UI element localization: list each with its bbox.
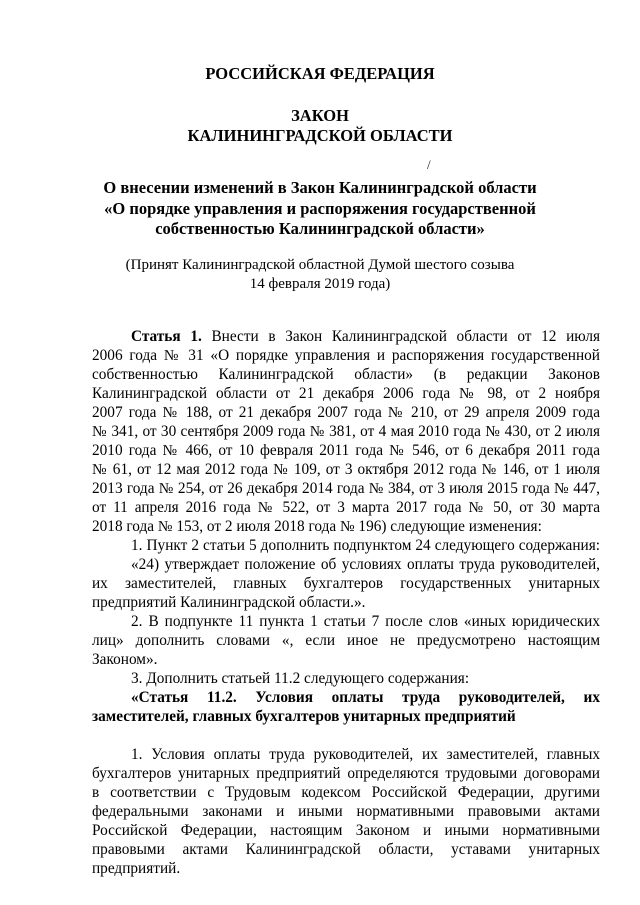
adoption-line-2: 14 февраля 2019 года) <box>249 276 391 292</box>
body-line: лиц» дополнить словами «, если иное не предусмотрено настоящим <box>92 632 600 649</box>
body-line: от 11 апреля 2016 года № 522, от 3 марта 2017 года № 50, от 30 марта <box>92 499 600 516</box>
article-label: Статья 1. <box>131 328 202 345</box>
body-line: 2. В подпункте 11 пункта 1 статьи 7 после слов «иных юридических <box>131 613 600 630</box>
body-line: 2007 года № 188, от 21 декабря 2007 года № 210, от 29 апреля 2009 года <box>92 404 600 421</box>
body-line: федеральными законами и иными нормативными правовыми актами <box>92 803 600 820</box>
article-heading-line-2: заместителей, главных бухгалтеров унитарных предприятий <box>92 708 516 725</box>
adoption-line-1: (Принят Калининградской областной Думой шестого созыва <box>125 257 515 273</box>
body-line: Калининградской области от 21 декабря 2006 года № 98, от 2 ноября <box>92 385 600 402</box>
stray-pen-mark: / <box>427 157 431 172</box>
body-line: 2006 года № 31 «О порядке управления и распоряжения государственной <box>92 347 600 364</box>
law-title-line-1: О внесении изменений в Закон Калининградской области <box>103 178 537 197</box>
article-heading-line-1: «Статья 11.2. Условия оплаты труда руководителей, их <box>131 689 600 706</box>
body-line: предприятий Калининградской области.». <box>92 594 366 611</box>
body-line: 2018 года № 153, от 2 июля 2018 года № 196) следующие изменения: <box>92 518 542 535</box>
body-line: 3. Дополнить статьей 11.2 следующего содержания: <box>131 670 470 687</box>
law-title-line-3: собственностью Калининградской области» <box>155 219 485 238</box>
body-line: 2010 года № 466, от 10 февраля 2011 года № 546, от 6 декабря 2011 года <box>92 442 600 459</box>
country-heading: РОССИЙСКАЯ ФЕДЕРАЦИЯ <box>205 64 435 83</box>
body-line: Статья 1. Внести в Закон Калининградской области от 12 июля <box>131 328 600 345</box>
law-heading: ЗАКОН <box>291 106 349 125</box>
region-heading: КАЛИНИНГРАДСКОЙ ОБЛАСТИ <box>187 126 453 145</box>
body-line: 2013 года № 254, от 26 декабря 2014 года № 384, от 3 июля 2015 года № 447, <box>92 480 600 497</box>
body-line: предприятий. <box>92 860 181 877</box>
body-line: бухгалтеров унитарных предприятий определяются трудовыми договорами <box>92 765 600 782</box>
body-line: Российской Федерации, настоящим Законом и иными нормативными <box>92 822 600 839</box>
body-line: 1. Пункт 2 статьи 5 дополнить подпунктом 24 следующего содержания: <box>131 537 600 554</box>
body-line: в соответствии с Трудовым кодексом Российской Федерации, другими <box>92 784 600 801</box>
body-line: 1. Условия оплаты труда руководителей, их заместителей, главных <box>131 746 600 763</box>
body-line: «24) утверждает положение об условиях оплаты труда руководителей, <box>131 556 600 573</box>
body-line: правовыми актами Калининградской области, уставами унитарных <box>92 841 600 858</box>
body-line: собственностью Калининградской области» (в редакции Законов <box>92 366 600 383</box>
law-title-line-2: «О порядке управления и распоряжения государственной <box>104 199 536 218</box>
body-line: № 61, от 12 мая 2012 года № 109, от 3 октября 2012 года № 146, от 1 июля <box>92 461 600 478</box>
body-line: их заместителей, главных бухгалтеров государственных унитарных <box>92 575 600 592</box>
body-line: Законом». <box>92 651 158 668</box>
body-line: № 341, от 30 сентября 2009 года № 381, от 4 мая 2010 года № 430, от 2 июля <box>92 423 600 440</box>
